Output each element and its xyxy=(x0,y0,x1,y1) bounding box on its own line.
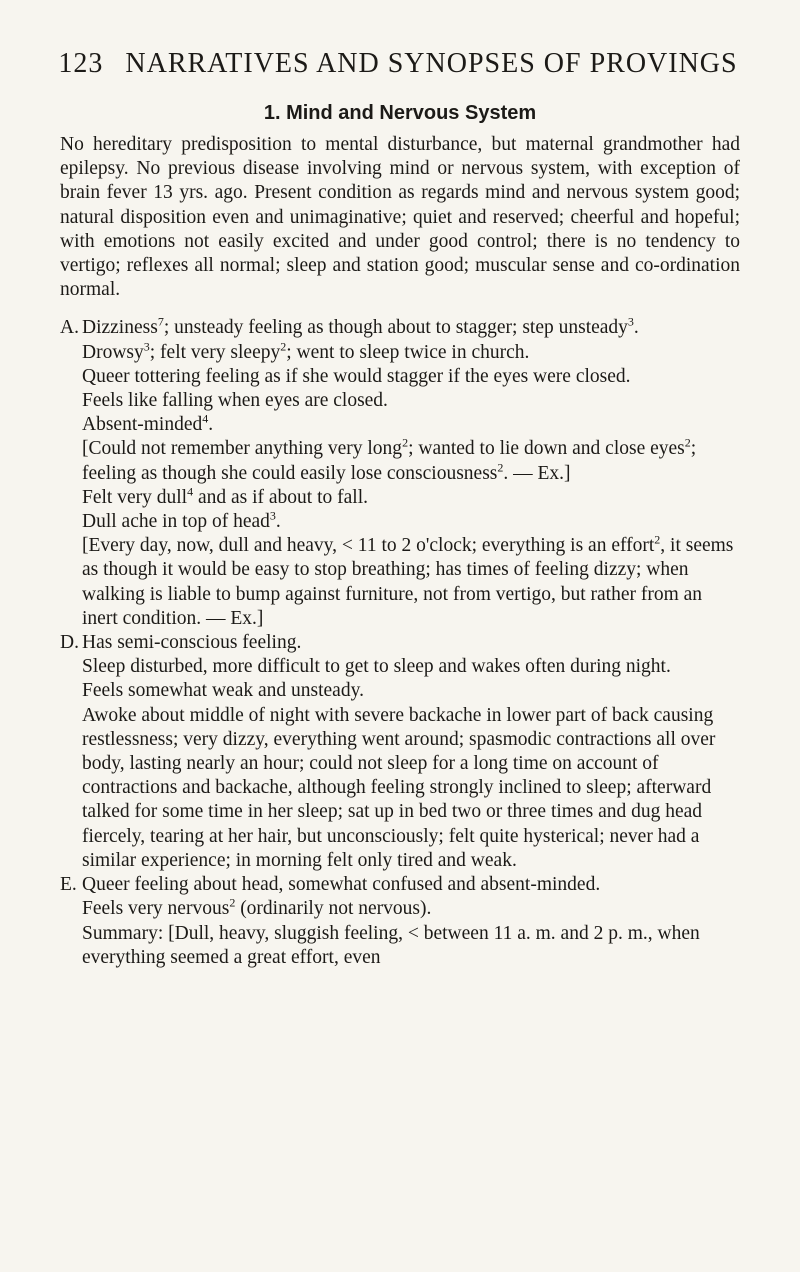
page-number: 123 xyxy=(58,48,104,79)
symptom-line xyxy=(60,316,740,340)
symptom-text: Drowsy xyxy=(82,341,144,363)
group-letter: A. xyxy=(60,317,79,339)
group-e xyxy=(60,873,740,970)
group-letter: D. xyxy=(60,632,79,654)
symptom-text: Dizziness xyxy=(82,317,158,339)
symptom-text: . xyxy=(208,414,214,436)
symptom-text: Queer tottering feeling as if she would stagger if the eyes were closed. xyxy=(82,365,631,387)
intro-paragraph: No hereditary predisposition to mental disturbance, but maternal grandmother had epilepsy. No previous disease involving mind or nervous system, with exception of brain fever 13 yrs. ago. Present condition as regards mind and nervous system good; natural disposition even and unimaginative; quiet and reserved; cheerful and hopeful; with emotions not easily excited and under good control; there is no tendency to vertigo; reflexes all normal; sleep and station good; muscular sense and co-ordination normal. xyxy=(60,134,740,301)
symptom-text: , it seems as though it would be easy to stop breathing; has times of feeling dizzy; when walking is liable to bump against furniture, not from vertigo, but rather from an inert condition. — Ex.] xyxy=(82,535,734,629)
symptom-line xyxy=(60,631,740,655)
footnote-marker: 2 xyxy=(654,532,661,547)
symptom-text: . xyxy=(633,317,639,339)
symptom-text: Dull ache in top of head xyxy=(82,511,270,533)
symptom-text: [Could not remember anything very long xyxy=(82,438,403,460)
symptom-text: Queer feeling about head, somewhat confused and absent-minded. xyxy=(82,874,601,896)
symptom-text: Feels very nervous xyxy=(82,898,230,920)
group-letter: E. xyxy=(60,874,77,896)
running-title: NARRATIVES AND SYNOPSES OF PROVINGS xyxy=(125,48,738,79)
symptom-line xyxy=(60,510,740,534)
footnote-marker: 3 xyxy=(269,508,276,523)
symptom-text: ; went to sleep twice in church. xyxy=(286,341,530,363)
footnote-marker: 7 xyxy=(157,314,164,329)
symptom-text: . — Ex.] xyxy=(503,462,571,484)
symptom-line xyxy=(60,655,740,679)
symptom-text: Feels somewhat weak and unsteady. xyxy=(82,680,364,702)
group-d xyxy=(60,631,740,873)
footnote-marker: 3 xyxy=(143,339,150,354)
symptom-text: Sleep disturbed, more difficult to get to sleep and wakes often during night. xyxy=(82,656,671,678)
footnote-marker: 4 xyxy=(202,411,209,426)
footnote-marker: 2 xyxy=(684,435,691,450)
symptom-text: [Every day, now, dull and heavy, < 11 to 2 o'clock; everything is an effort xyxy=(82,535,655,557)
symptom-line xyxy=(60,873,740,897)
symptom-text: and as if about to fall. xyxy=(193,486,368,508)
symptom-text: Awoke about middle of night with severe backache in lower part of back causing restlessness; very dizzy, everything went around; spasmodic contractions all over body, lasting nearly an hour; could not sleep for a long time on account of contractions and backache, although feeling strongly inclined to sleep; afterward talked for some time in her sleep; sat up in bed two or three times and dug head fiercely, tearing at her hair, but unconsciously; felt quite hysterical; never had a similar experience; in morning felt only tired and weak. xyxy=(82,704,716,871)
running-header xyxy=(56,48,740,80)
symptom-line xyxy=(60,897,740,921)
symptom-text: ; feeling as though she could easily lose consciousness xyxy=(82,438,697,484)
symptom-line xyxy=(60,534,740,631)
symptom-line xyxy=(60,679,740,703)
group-a xyxy=(60,316,740,631)
symptom-line xyxy=(60,389,740,413)
footnote-marker: 3 xyxy=(627,314,634,329)
symptom-text: Feels like falling when eyes are closed. xyxy=(82,390,388,412)
footnote-marker: 2 xyxy=(229,895,236,910)
symptom-line xyxy=(60,922,740,970)
symptom-text: ; wanted to lie down and close eyes xyxy=(408,438,685,460)
footnote-marker: 2 xyxy=(497,460,504,475)
symptom-text: ; felt very sleepy xyxy=(149,341,281,363)
footnote-marker: 4 xyxy=(187,484,194,499)
symptom-text: ; unsteady feeling as though about to stagger; step unsteady xyxy=(163,317,628,339)
footnote-marker: 2 xyxy=(402,435,409,450)
symptom-text: Summary: [Dull, heavy, sluggish feeling, < between 11 a. m. and 2 p. m., when everything seemed a great effort, even xyxy=(82,922,700,968)
symptom-line xyxy=(60,704,740,873)
symptom-text: Has semi-conscious feeling. xyxy=(82,632,302,654)
symptom-line xyxy=(60,365,740,389)
symptom-line xyxy=(60,413,740,437)
symptom-line xyxy=(60,486,740,510)
symptom-line xyxy=(60,341,740,365)
symptom-text: Absent-minded xyxy=(82,414,203,436)
footnote-marker: 2 xyxy=(280,339,287,354)
section-title: 1. Mind and Nervous System xyxy=(263,102,537,124)
symptom-line xyxy=(60,437,740,485)
symptom-text: . xyxy=(275,511,281,533)
symptom-text: (ordinarily not nervous). xyxy=(235,898,432,920)
symptom-text: Felt very dull xyxy=(82,486,188,508)
